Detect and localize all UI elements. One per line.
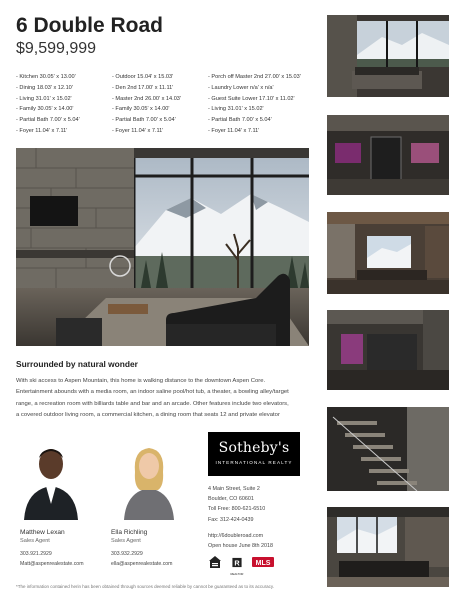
agent-email[interactable]: Matt@aspenrealestate.com [20, 560, 84, 567]
agent-photo [20, 432, 82, 520]
listing-price: $9,599,999 [16, 40, 97, 57]
office-info [208, 484, 273, 551]
feature-description [16, 376, 310, 421]
main-living-room-photo [16, 148, 309, 346]
open-house-text: Open house June 8th 2018 [208, 543, 274, 550]
thumbnail-bedroom-photo [327, 15, 449, 97]
logo-wordmark: Sotheby's [218, 440, 290, 456]
room-entry: - Porch off Master 2nd 27.00' x 15.03' [208, 74, 301, 80]
logo-subline: INTERNATIONAL REALTY [215, 460, 293, 465]
description-line: a covered outdoor living room, a commercial kitchen, a dining room that seats 12 and private elevator [16, 411, 280, 418]
equal-housing-icon [208, 555, 222, 574]
room-entry: - Foyer 11.04' x 7.11' [112, 127, 164, 134]
thumbnail-bar-photo [327, 310, 449, 390]
room-entry: - Den 2nd 17.00' x 11.11' [112, 84, 174, 91]
room-entry: - Foyer 11.04' x 7.11' [16, 127, 68, 134]
room-entry: - Foyer 11.04' x 7.11' [208, 127, 260, 134]
office-address-line: 4 Main Street, Suite 2 [208, 486, 260, 492]
thumbnail-living-view-photo [327, 212, 449, 294]
thumbnail-staircase-photo [327, 407, 449, 491]
agent-role: Sales Agent [111, 538, 141, 544]
realtor-icon [230, 555, 243, 576]
feature-heading: Surrounded by natural wonder [16, 359, 138, 369]
compliance-badges [208, 555, 278, 576]
realtor-caption: REALTOR [230, 572, 244, 576]
thumbnail-media-room-photo [327, 115, 449, 195]
room-entry: - Partial Bath 7.00' x 5.04' [16, 117, 80, 124]
description-line: range, a recreation room with billiards table and bar and an arcade. Other features include two elevators, [16, 400, 289, 407]
agent-email[interactable]: ella@aspenrealestate.com [111, 560, 173, 567]
room-entry: - Family 30.05' x 14.00' [112, 106, 170, 113]
agent-name: Matthew Lexan [20, 529, 65, 536]
room-entry: - Family 30.05' x 14.00' [16, 106, 74, 113]
office-fax: Fax: 312-424-0439 [208, 516, 254, 523]
description-line: Entertainment abounds with a media room, an indoor saline pool/hot tub, a theater, a bowling alley/target [16, 389, 289, 396]
disclaimer-text: *The information contained herin has been obtained through sources deemed reliable by cannot be guaranteed as to its accuracy. [16, 584, 275, 589]
office-city-line: Boulder, CO 60601 [208, 496, 254, 503]
agent-role: Sales Agent [20, 538, 50, 544]
listing-address: 6 Double Road [16, 14, 164, 37]
room-entry: - Outdoor 15.04' x 15.03' [112, 74, 174, 80]
agent-photo [118, 432, 180, 520]
room-entry: - Living 31.01' x 15.02' [16, 95, 72, 102]
website-link[interactable]: http://6doubleroad.com [208, 532, 264, 539]
agent-name: Ella Richling [111, 529, 148, 536]
rooms-column-2 [112, 72, 181, 137]
office-tollfree: Toll Free: 800-621-6510 [208, 506, 266, 513]
thumbnail-great-room-photo [327, 507, 449, 587]
room-entry: - Guest Suite Lower 17.10' x 11.02' [208, 95, 295, 102]
room-entry: - Kitchen 30.05' x 13.00' [16, 74, 76, 80]
room-entry: - Partial Bath 7.00' x 5.04' [208, 117, 272, 124]
agent-phone: 303.921.2929 [20, 551, 52, 557]
rooms-column-1 [16, 72, 80, 137]
room-entry: - Partial Bath 7.00' x 5.04' [112, 117, 176, 124]
rooms-column-3 [208, 72, 301, 137]
room-entry: - Living 31.01' x 15.02' [208, 106, 264, 113]
room-entry: - Dining 18.03' x 12.10' [16, 84, 73, 91]
sothebys-logo [208, 432, 300, 476]
agent-phone: 303.932.2929 [111, 551, 143, 557]
room-entry: - Master 2nd 26.00' x 14.03' [112, 95, 181, 102]
mls-text: MLS [255, 560, 271, 567]
mls-icon [252, 555, 274, 574]
room-entry: - Laundry Lower n/a' x n/a' [208, 84, 274, 91]
description-line: With ski access to Aspen Mountain, this home is walking distance to the downtown Aspen Core. [16, 378, 266, 384]
svg-text:R: R [234, 558, 240, 568]
